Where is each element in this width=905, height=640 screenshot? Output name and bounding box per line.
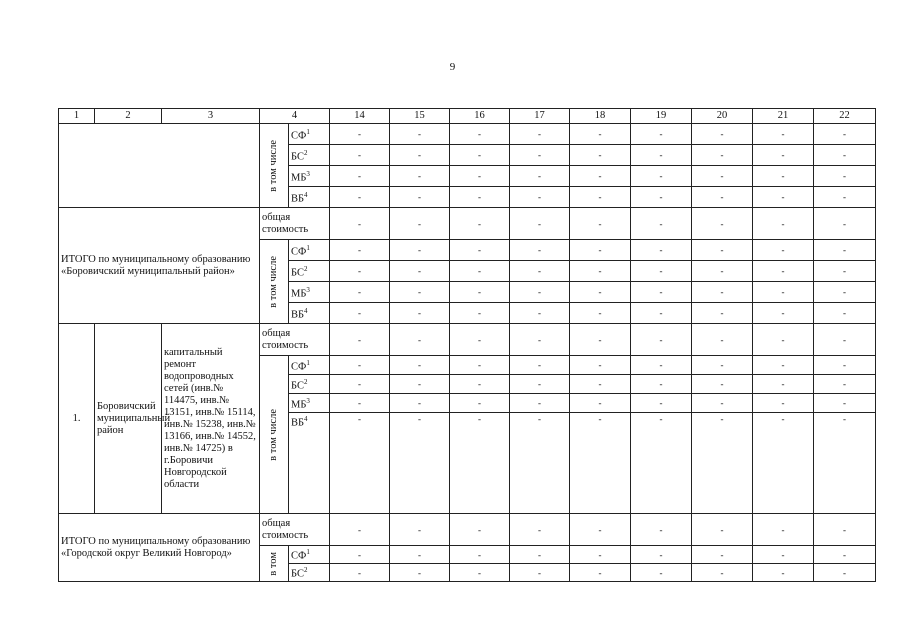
fund-code-base: СФ [291, 130, 307, 142]
value-cell: - [692, 394, 753, 413]
value-cell: - [570, 324, 631, 356]
value-cell: - [390, 303, 450, 324]
value-cell: - [570, 187, 631, 208]
value-cell: - [390, 394, 450, 413]
table-row [59, 109, 876, 124]
value-cell: - [330, 124, 390, 145]
value-cell: - [510, 166, 570, 187]
value-cell: - [753, 187, 814, 208]
value-cell: - [753, 303, 814, 324]
budget-table [58, 108, 876, 582]
value-cell: - [753, 208, 814, 240]
value-cell: - [631, 261, 692, 282]
value-cell: - [814, 303, 876, 324]
value-cell: - [330, 514, 390, 546]
value-cell: - [510, 394, 570, 413]
table-body [59, 109, 876, 582]
value-cell: - [390, 187, 450, 208]
column-header: 2 [95, 109, 162, 124]
column-header: 21 [753, 109, 814, 124]
in-that-number-text: в том числе [268, 408, 279, 461]
fund-code [289, 124, 330, 145]
column-header: 1 [59, 109, 95, 124]
value-cell: - [692, 546, 753, 564]
value-cell: - [814, 282, 876, 303]
value-cell: - [570, 514, 631, 546]
value-cell: - [753, 166, 814, 187]
fund-code-base: МБ [291, 288, 307, 300]
value-cell: - [814, 546, 876, 564]
value-cell: - [814, 145, 876, 166]
value-cell: - [450, 187, 510, 208]
value-cell: - [390, 282, 450, 303]
value-cell: - [692, 413, 753, 514]
value-cell: - [450, 240, 510, 261]
value-cell: - [510, 303, 570, 324]
value-cell: - [631, 356, 692, 375]
value-cell: - [692, 124, 753, 145]
value-cell: - [631, 208, 692, 240]
value-cell: - [330, 356, 390, 375]
fund-code-base: БС [291, 267, 304, 279]
value-cell: - [570, 261, 631, 282]
fund-code [289, 546, 330, 564]
value-cell: - [692, 145, 753, 166]
value-cell: - [450, 375, 510, 394]
value-cell: - [753, 240, 814, 261]
fund-code-base: БС [291, 380, 304, 392]
value-cell: - [753, 356, 814, 375]
column-header: 3 [162, 109, 260, 124]
fund-code-footnote: 1 [306, 243, 310, 252]
fund-code-base: ВБ [291, 193, 305, 205]
value-cell: - [631, 187, 692, 208]
value-cell: - [753, 564, 814, 582]
column-header: 15 [390, 109, 450, 124]
page-number: 9 [449, 61, 456, 73]
fund-code-base: МБ [291, 399, 307, 411]
value-cell: - [570, 394, 631, 413]
column-header: 14 [330, 109, 390, 124]
value-cell: - [450, 413, 510, 514]
fund-code [289, 166, 330, 187]
value-cell: - [692, 564, 753, 582]
value-cell: - [330, 546, 390, 564]
value-cell: - [450, 356, 510, 375]
value-cell: - [570, 124, 631, 145]
value-cell: - [450, 324, 510, 356]
value-cell: - [330, 282, 390, 303]
table-row [59, 124, 876, 145]
value-cell: - [390, 261, 450, 282]
total-cost-label: общая стоимость [260, 324, 330, 356]
fund-code [289, 413, 330, 514]
fund-code [289, 282, 330, 303]
value-cell: - [631, 303, 692, 324]
value-cell: - [631, 166, 692, 187]
fund-code-footnote: 4 [304, 415, 308, 423]
value-cell: - [692, 240, 753, 261]
value-cell: - [753, 282, 814, 303]
in-that-number-text: в том числе [268, 139, 279, 192]
value-cell: - [390, 546, 450, 564]
value-cell: - [510, 356, 570, 375]
value-cell: - [753, 261, 814, 282]
fund-code-base: БС [291, 151, 304, 163]
empty-continuation-cell [59, 124, 260, 208]
value-cell: - [330, 564, 390, 582]
value-cell: - [450, 564, 510, 582]
table-row [59, 208, 876, 240]
column-header: 17 [510, 109, 570, 124]
value-cell: - [330, 261, 390, 282]
fund-code [289, 187, 330, 208]
value-cell: - [814, 413, 876, 514]
value-cell: - [631, 394, 692, 413]
value-cell: - [510, 514, 570, 546]
value-cell: - [692, 324, 753, 356]
value-cell: - [692, 356, 753, 375]
value-cell: - [390, 208, 450, 240]
fund-code-footnote: 4 [304, 306, 308, 315]
value-cell: - [753, 145, 814, 166]
fund-code-footnote: 2 [303, 148, 308, 157]
value-cell: - [330, 208, 390, 240]
fund-code-footnote: 3 [306, 396, 310, 405]
fund-code-base: БС [291, 568, 304, 580]
value-cell: - [330, 166, 390, 187]
total-cost-label: общая стоимость [260, 514, 330, 546]
fund-code-base: СФ [291, 361, 307, 373]
value-cell: - [631, 282, 692, 303]
value-cell: - [631, 124, 692, 145]
column-header: 18 [570, 109, 631, 124]
value-cell: - [814, 261, 876, 282]
value-cell: - [510, 208, 570, 240]
value-cell: - [570, 282, 631, 303]
fund-code [289, 303, 330, 324]
value-cell: - [814, 187, 876, 208]
value-cell: - [450, 124, 510, 145]
fund-code-footnote: 2 [303, 264, 308, 273]
fund-code [289, 564, 330, 582]
column-header: 4 [260, 109, 330, 124]
value-cell: - [510, 375, 570, 394]
value-cell: - [390, 324, 450, 356]
value-cell: - [510, 564, 570, 582]
value-cell: - [814, 208, 876, 240]
value-cell: - [450, 145, 510, 166]
value-cell: - [570, 375, 631, 394]
value-cell: - [631, 145, 692, 166]
value-cell: - [390, 413, 450, 514]
value-cell: - [631, 546, 692, 564]
fund-code-footnote: 1 [306, 548, 310, 557]
item-number: 1. [59, 324, 95, 514]
value-cell: - [330, 187, 390, 208]
value-cell: - [570, 413, 631, 514]
value-cell: - [814, 166, 876, 187]
value-cell: - [330, 145, 390, 166]
fund-code [289, 375, 330, 394]
total-label-borovichi: ИТОГО по муниципальному образованию «Боровичский муниципальный район» [59, 208, 260, 324]
value-cell: - [814, 240, 876, 261]
value-cell: - [814, 375, 876, 394]
value-cell: - [330, 324, 390, 356]
value-cell: - [390, 145, 450, 166]
column-header: 19 [631, 109, 692, 124]
value-cell: - [450, 261, 510, 282]
value-cell: - [570, 546, 631, 564]
value-cell: - [570, 208, 631, 240]
fund-code-footnote: 2 [303, 377, 308, 386]
value-cell: - [814, 124, 876, 145]
value-cell: - [814, 356, 876, 375]
value-cell: - [753, 514, 814, 546]
fund-code [289, 240, 330, 261]
fund-code [289, 394, 330, 413]
value-cell: - [510, 145, 570, 166]
value-cell: - [570, 356, 631, 375]
value-cell: - [753, 375, 814, 394]
work-description: капитальный ремонт водопроводных сетей (инв.№ 114475, инв.№ 13151, инв.№ 15114, инв.№ 15238, инв.№ 13166, инв.№ 14552, инв.№ 14725) в г.Боровичи Новгородской области [162, 324, 260, 514]
fund-code-footnote: 3 [306, 169, 310, 178]
table-row [59, 324, 876, 356]
value-cell: - [814, 514, 876, 546]
value-cell: - [450, 546, 510, 564]
value-cell: - [570, 240, 631, 261]
value-cell: - [510, 413, 570, 514]
value-cell: - [390, 124, 450, 145]
value-cell: - [631, 514, 692, 546]
value-cell: - [450, 166, 510, 187]
value-cell: - [450, 282, 510, 303]
fund-code-base: СФ [291, 550, 307, 562]
value-cell: - [753, 124, 814, 145]
value-cell: - [330, 413, 390, 514]
column-header: 20 [692, 109, 753, 124]
value-cell: - [570, 166, 631, 187]
value-cell: - [631, 375, 692, 394]
value-cell: - [390, 375, 450, 394]
fund-code-base: ВБ [291, 309, 305, 321]
in-that-number-label [260, 240, 289, 324]
value-cell: - [692, 261, 753, 282]
value-cell: - [510, 187, 570, 208]
value-cell: - [692, 187, 753, 208]
value-cell: - [510, 240, 570, 261]
in-that-number-label [260, 356, 289, 514]
value-cell: - [330, 240, 390, 261]
value-cell: - [450, 514, 510, 546]
column-header: 22 [814, 109, 876, 124]
value-cell: - [692, 303, 753, 324]
value-cell: - [510, 324, 570, 356]
value-cell: - [330, 303, 390, 324]
total-cost-label: общая стоимость [260, 208, 330, 240]
fund-code-footnote: 1 [306, 358, 310, 367]
fund-code-footnote: 4 [304, 190, 308, 199]
value-cell: - [390, 240, 450, 261]
fund-code-base: СФ [291, 246, 307, 258]
value-cell: - [570, 145, 631, 166]
value-cell: - [631, 413, 692, 514]
value-cell: - [330, 394, 390, 413]
fund-code [289, 145, 330, 166]
value-cell: - [631, 240, 692, 261]
fund-code-footnote: 2 [303, 566, 308, 575]
fund-code-base: ВБ [291, 417, 305, 429]
value-cell: - [390, 356, 450, 375]
in-that-number-label [260, 124, 289, 208]
in-that-number-text: в том числе [268, 255, 279, 308]
value-cell: - [450, 394, 510, 413]
value-cell: - [450, 208, 510, 240]
municipality-name: Боровичский муниципальный район [95, 324, 162, 514]
fund-code-footnote: 1 [306, 127, 310, 136]
value-cell: - [631, 564, 692, 582]
value-cell: - [570, 303, 631, 324]
total-label-novgorod: ИТОГО по муниципальному образованию «Городской округ Великий Новгород» [59, 514, 260, 582]
value-cell: - [510, 546, 570, 564]
value-cell: - [510, 124, 570, 145]
fund-code [289, 261, 330, 282]
value-cell: - [390, 514, 450, 546]
value-cell: - [510, 282, 570, 303]
value-cell: - [570, 564, 631, 582]
fund-code-base: МБ [291, 172, 307, 184]
fund-code-footnote: 3 [306, 285, 310, 294]
value-cell: - [753, 324, 814, 356]
value-cell: - [753, 394, 814, 413]
value-cell: - [390, 564, 450, 582]
value-cell: - [692, 166, 753, 187]
value-cell: - [692, 375, 753, 394]
value-cell: - [510, 261, 570, 282]
table-row [59, 514, 876, 546]
value-cell: - [692, 282, 753, 303]
value-cell: - [753, 413, 814, 514]
fund-code [289, 356, 330, 375]
value-cell: - [814, 564, 876, 582]
in-that-number-text: в том [268, 551, 279, 576]
value-cell: - [753, 546, 814, 564]
in-that-number-label [260, 546, 289, 582]
value-cell: - [450, 303, 510, 324]
value-cell: - [814, 394, 876, 413]
column-header: 16 [450, 109, 510, 124]
value-cell: - [631, 324, 692, 356]
value-cell: - [814, 324, 876, 356]
value-cell: - [692, 208, 753, 240]
value-cell: - [330, 375, 390, 394]
value-cell: - [692, 514, 753, 546]
value-cell: - [390, 166, 450, 187]
